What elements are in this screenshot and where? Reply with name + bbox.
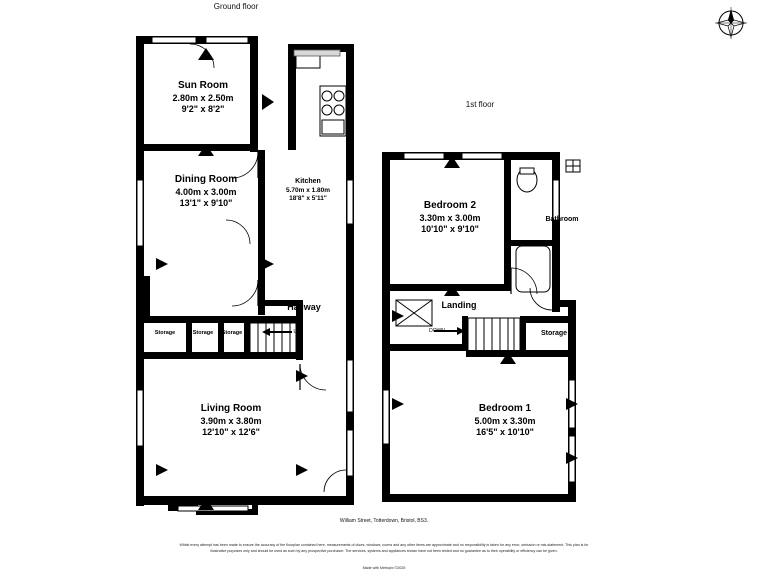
storage-label-2: Storage	[192, 330, 214, 336]
property-address: William Street, Totterdown, Bristol, BS3.	[339, 518, 429, 524]
room-dim-metric: 5.00m x 3.30m	[474, 415, 536, 426]
room-dim-metric: 2.80m x 2.50m	[172, 92, 234, 103]
room-name: Dining Room	[174, 174, 238, 185]
room-label-living-room	[148, 403, 314, 438]
room-dim-metric: 4.00m x 3.00m	[175, 186, 237, 197]
stairs-down-label: DOWN	[429, 328, 445, 334]
room-name: Bedroom 1	[478, 403, 532, 414]
room-label-bedroom-1	[430, 403, 580, 438]
room-dim-imperial: 9'2" x 8'2"	[181, 103, 225, 114]
landing-label: Landing	[441, 300, 477, 310]
room-dim-imperial: 12'10" x 12'6"	[202, 426, 260, 437]
room-dim-metric: 5.70m x 1.80m	[285, 186, 331, 194]
first-floor-title: 1st floor	[465, 100, 495, 109]
storage-label-1: Storage	[154, 330, 176, 336]
hallway-label: Hallway	[287, 302, 321, 312]
room-label-kitchen	[272, 178, 344, 203]
room-dim-imperial: 13'1" x 9'10"	[179, 197, 233, 208]
made-with-label: Made with Metropix ©2025	[362, 566, 406, 570]
room-name: Living Room	[200, 403, 262, 414]
ground-floor-title: Ground floor	[213, 2, 259, 11]
room-label-bedroom-2	[392, 200, 508, 235]
room-label-dining-room	[148, 174, 264, 209]
room-name: Sun Room	[178, 80, 228, 91]
storage-label-first: Storage	[540, 330, 568, 337]
room-name: Bedroom 2	[423, 200, 477, 211]
room-dim-imperial: 18'8" x 5'11"	[289, 194, 327, 202]
room-dim-metric: 3.90m x 3.80m	[200, 415, 262, 426]
disclaimer-text: Whilst every attempt has been made to ensure the accuracy of the floorplan contained here, measurements of doors, windows, rooms and any other items are approximate and no responsibility is taken for any error, omission or mis-statement. This plan is for illustrative purposes only and should be used as such by any prospective purchaser. The services, systems and appliances shown have not been tested and no guarantee as to their operability or efficiency can be given.	[179, 543, 589, 553]
storage-label-3: Storage	[221, 330, 243, 336]
room-dim-metric: 3.30m x 3.00m	[419, 212, 481, 223]
stairs-up-label: UP	[293, 329, 301, 335]
room-dim-imperial: 10'10" x 9'10"	[421, 223, 479, 234]
room-name: Kitchen	[295, 178, 321, 185]
bathroom-label: Bathroom	[545, 216, 579, 223]
room-label-sun-room	[150, 80, 256, 115]
room-dim-imperial: 16'5" x 10'10"	[476, 426, 534, 437]
